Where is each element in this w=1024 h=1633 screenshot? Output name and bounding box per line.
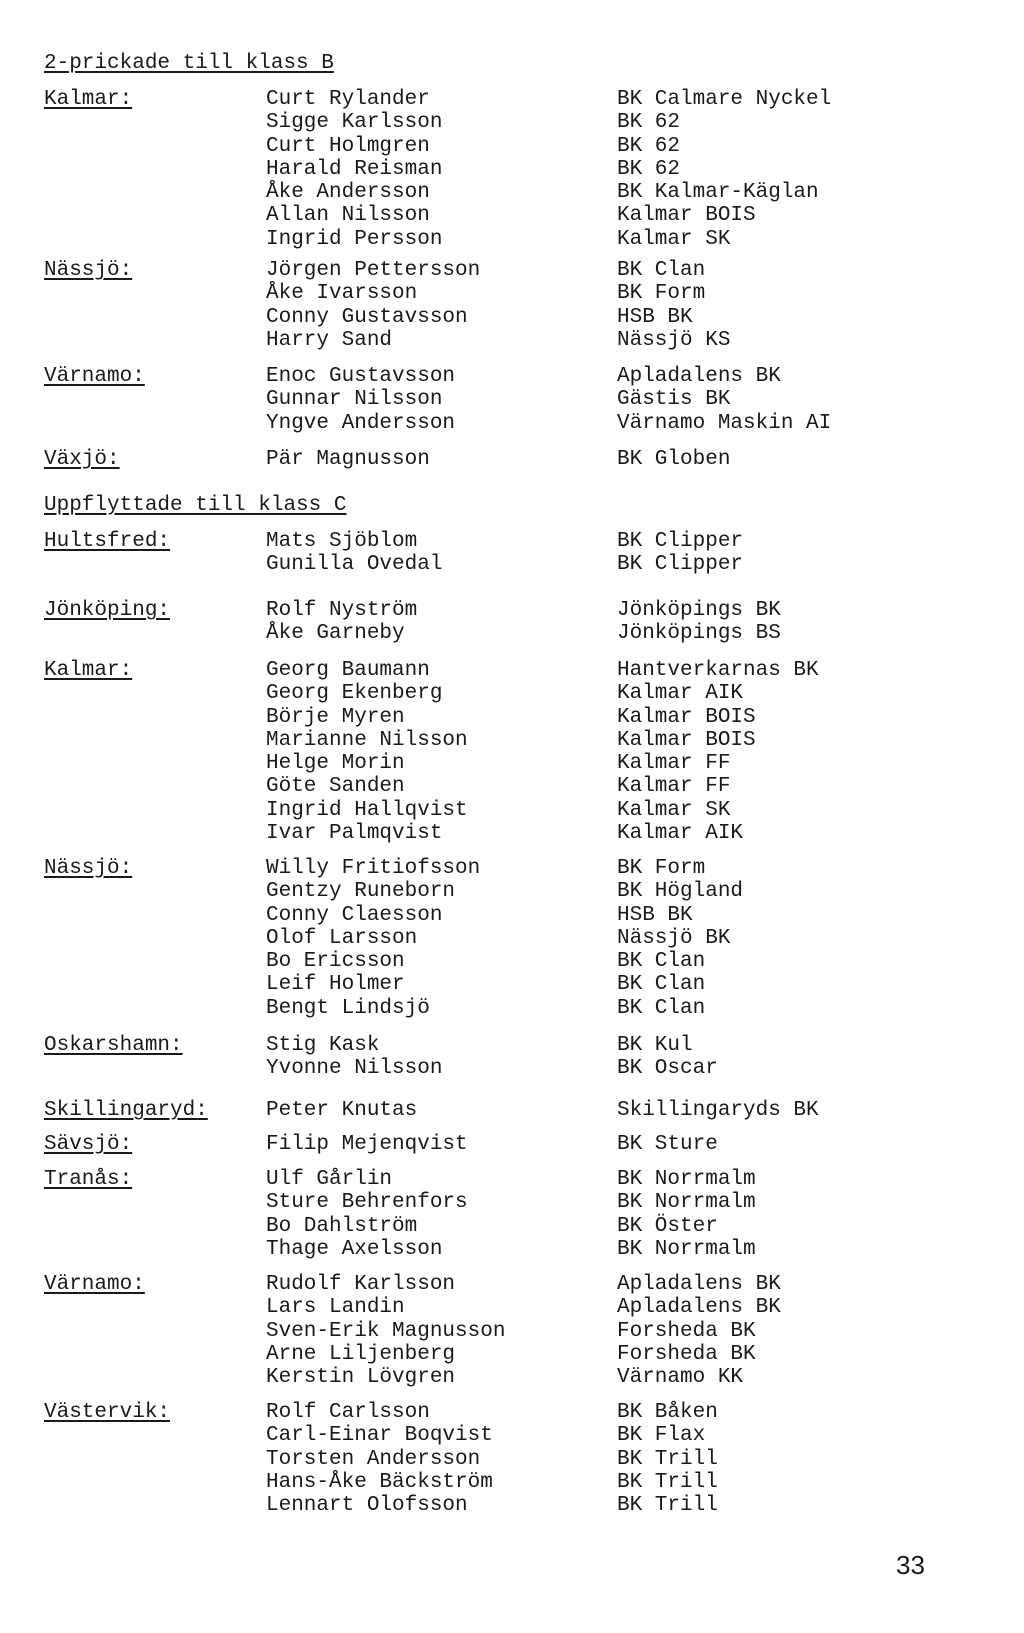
player-name: Pär Magnusson [266, 448, 430, 471]
town-label: Värnamo: [44, 1273, 145, 1296]
town-label: Västervik: [44, 1401, 171, 1424]
player-name: Ulf Gårlin [266, 1168, 393, 1191]
player-name: Torsten Andersson [266, 1447, 481, 1471]
player-name: Mats Sjöblom [266, 530, 418, 553]
club-name: BK Flax [617, 1424, 706, 1448]
club-name: Nässjö KS [617, 328, 731, 352]
club-name: BK Clan [617, 950, 706, 974]
club-names [617, 659, 819, 845]
player-names [266, 530, 442, 577]
player-name: Leif Holmer [266, 973, 405, 997]
town-label: Hultsfred: [44, 530, 171, 553]
club-name: Gästis BK [617, 388, 731, 412]
club-name: BK Trill [617, 1470, 718, 1494]
town-label: Oskarshamn: [44, 1034, 183, 1057]
club-name: Jönköpings BK [617, 599, 781, 622]
club-name: Skillingaryds BK [617, 1099, 819, 1122]
club-name: Kalmar FF [617, 752, 731, 776]
club-names [617, 448, 730, 471]
player-name: Rudolf Karlsson [266, 1273, 456, 1296]
player-names [266, 448, 430, 471]
player-name: Ingrid Persson [266, 227, 443, 251]
club-name: BK Form [617, 282, 706, 306]
player-name: Bo Dahlström [266, 1214, 418, 1238]
player-names [266, 599, 417, 646]
player-name: Göte Sanden [266, 775, 405, 799]
club-name: BK Kalmar-Käglan [617, 181, 819, 205]
player-names [266, 1273, 505, 1389]
town-label: Jönköping: [44, 599, 171, 622]
club-name: BK Sture [617, 1133, 718, 1156]
club-name: BK Högland [617, 880, 744, 904]
club-name: HSB BK [617, 305, 693, 329]
player-name: Åke Garneby [266, 622, 405, 646]
section-heading: 2-prickade till klass B [44, 52, 334, 75]
player-name: Gunilla Ovedal [266, 553, 443, 577]
club-name: BK 62 [617, 134, 681, 158]
club-name: BK Kul [617, 1034, 693, 1057]
player-name: Bo Ericsson [266, 950, 405, 974]
player-name: Georg Ekenberg [266, 682, 443, 706]
player-name: Ingrid Hallqvist [266, 798, 468, 822]
player-name: Harry Sand [266, 328, 393, 352]
player-names [266, 88, 442, 251]
club-name: BK Clan [617, 973, 706, 997]
player-name: Helge Morin [266, 752, 405, 776]
club-name: Apladalens BK [617, 1273, 781, 1296]
club-names [617, 1034, 718, 1081]
club-names [617, 599, 781, 646]
player-name: Olof Larsson [266, 926, 418, 950]
club-name: Forsheda BK [617, 1319, 756, 1343]
club-name: Kalmar SK [617, 227, 731, 251]
club-name: BK Clipper [617, 553, 744, 577]
club-names [617, 365, 831, 435]
player-name: Bengt Lindsjö [266, 996, 430, 1020]
player-name: Peter Knutas [266, 1099, 418, 1122]
player-name: Marianne Nilsson [266, 728, 468, 752]
town-label: Värnamo: [44, 365, 145, 388]
town-label: Nässjö: [44, 259, 133, 282]
player-name: Filip Mejenqvist [266, 1133, 468, 1156]
club-name: BK Trill [617, 1447, 718, 1471]
club-name: Kalmar BOIS [617, 728, 756, 752]
club-name: Apladalens BK [617, 365, 781, 388]
player-name: Hans-Åke Bäckström [266, 1470, 493, 1494]
club-name: Kalmar FF [617, 775, 731, 799]
club-name: Kalmar SK [617, 798, 731, 822]
club-name: BK Clan [617, 259, 706, 282]
player-name: Sigge Karlsson [266, 111, 443, 135]
player-name: Gentzy Runeborn [266, 880, 456, 904]
club-name: Värnamo KK [617, 1366, 744, 1390]
player-name: Ivar Palmqvist [266, 822, 443, 846]
player-name: Sture Behrenfors [266, 1191, 468, 1215]
club-name: Forsheda BK [617, 1342, 756, 1366]
player-name: Georg Baumann [266, 659, 430, 682]
player-names [266, 1168, 468, 1261]
club-names [617, 1133, 718, 1156]
club-name: BK Globen [617, 448, 731, 471]
club-names [617, 88, 831, 251]
player-name: Sven-Erik Magnusson [266, 1319, 506, 1343]
town-label: Kalmar: [44, 659, 133, 682]
club-name: BK 62 [617, 111, 681, 135]
town-label: Tranås: [44, 1168, 133, 1191]
player-name: Lars Landin [266, 1296, 405, 1320]
club-name: Kalmar AIK [617, 822, 744, 846]
town-label: Växjö: [44, 448, 120, 471]
player-name: Rolf Carlsson [266, 1401, 430, 1424]
club-name: BK Båken [617, 1401, 718, 1424]
player-names [266, 1133, 468, 1156]
town-label: Kalmar: [44, 88, 133, 111]
club-names [617, 1401, 718, 1517]
player-names [266, 659, 468, 845]
player-name: Stig Kask [266, 1034, 380, 1057]
player-name: Arne Liljenberg [266, 1342, 456, 1366]
club-name: Nässjö BK [617, 926, 731, 950]
player-names [266, 857, 480, 1020]
player-name: Harald Reisman [266, 157, 443, 181]
page-number: 33 [896, 1550, 925, 1580]
town-label: Skillingaryd: [44, 1099, 208, 1122]
player-name: Kerstin Lövgren [266, 1366, 456, 1390]
club-names [617, 1273, 781, 1389]
player-name: Curt Holmgren [266, 134, 430, 158]
town-label: Nässjö: [44, 857, 133, 880]
town-label: Sävsjö: [44, 1133, 133, 1156]
club-name: Värnamo Maskin AI [617, 411, 832, 435]
player-name: Enoc Gustavsson [266, 365, 456, 388]
player-names [266, 1034, 442, 1081]
club-names [617, 1168, 756, 1261]
club-names [617, 1099, 819, 1122]
player-name: Börje Myren [266, 705, 405, 729]
club-name: BK Clan [617, 996, 706, 1020]
player-name: Rolf Nyström [266, 599, 418, 622]
player-names [266, 365, 455, 435]
player-name: Thage Axelsson [266, 1237, 443, 1261]
club-names [617, 530, 743, 577]
player-name: Curt Rylander [266, 88, 430, 111]
player-name: Åke Ivarsson [266, 282, 418, 306]
player-name: Gunnar Nilsson [266, 388, 443, 412]
club-name: BK Clipper [617, 530, 744, 553]
club-name: Jönköpings BS [617, 622, 781, 646]
player-name: Lennart Olofsson [266, 1494, 468, 1518]
player-names [266, 259, 480, 352]
club-name: BK Norrmalm [617, 1191, 756, 1215]
club-name: BK Calmare Nyckel [617, 88, 832, 111]
club-name: BK Oscar [617, 1057, 718, 1081]
club-name: BK Norrmalm [617, 1168, 756, 1191]
club-name: Apladalens BK [617, 1296, 781, 1320]
section-heading: Uppflyttade till klass C [44, 494, 347, 517]
player-name: Åke Andersson [266, 181, 430, 205]
player-name: Conny Claesson [266, 903, 443, 927]
club-names [617, 259, 730, 352]
club-name: Hantverkarnas BK [617, 659, 819, 682]
club-name: BK Form [617, 857, 706, 880]
club-names [617, 857, 743, 1020]
player-name: Conny Gustavsson [266, 305, 468, 329]
player-name: Yvonne Nilsson [266, 1057, 443, 1081]
player-name: Willy Fritiofsson [266, 857, 481, 880]
player-names [266, 1099, 417, 1122]
player-name: Carl-Einar Boqvist [266, 1424, 493, 1448]
club-name: BK Trill [617, 1494, 718, 1518]
club-name: BK Öster [617, 1214, 718, 1238]
club-name: BK 62 [617, 157, 681, 181]
club-name: Kalmar BOIS [617, 705, 756, 729]
player-names [266, 1401, 493, 1517]
club-name: BK Norrmalm [617, 1237, 756, 1261]
player-name: Allan Nilsson [266, 204, 430, 228]
club-name: HSB BK [617, 903, 693, 927]
club-name: Kalmar BOIS [617, 204, 756, 228]
club-name: Kalmar AIK [617, 682, 744, 706]
player-name: Yngve Andersson [266, 411, 456, 435]
player-name: Jörgen Pettersson [266, 259, 481, 282]
